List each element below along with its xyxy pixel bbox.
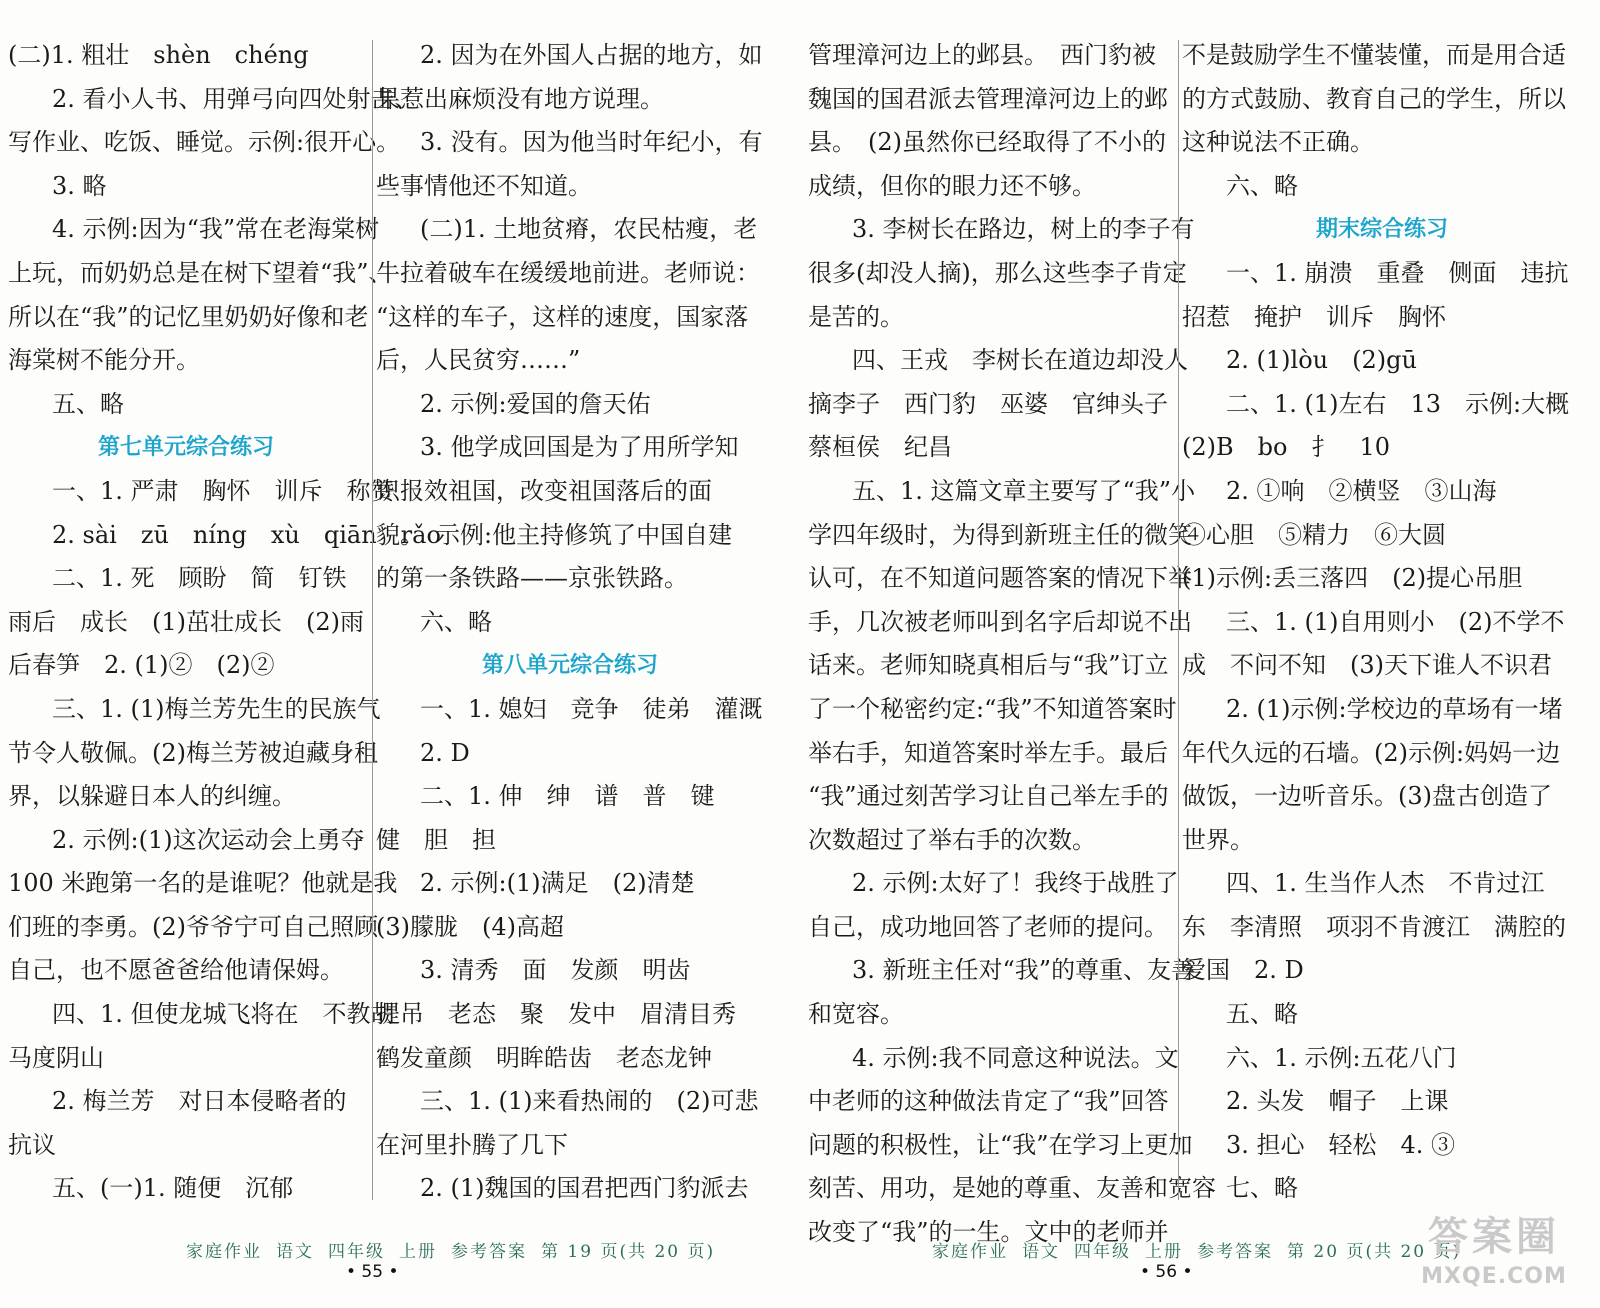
answer-line: 三、1. (1)来看热闹的 (2)可悲 [420,1087,759,1116]
answer-line: 四、1. 生当作人杰 不肯过江 [1226,869,1545,898]
answer-line: 100 米跑第一名的是谁呢？他就是我 [8,869,398,898]
answer-line: 四、1. 但使龙城飞将在 不教胡 [52,1000,395,1029]
answer-line: 3. 没有。因为他当时年纪小，有 [420,128,763,157]
watermark-logo [1396,1210,1592,1302]
answer-line: 二、1. 死 顾盼 简 钉铁 [52,564,347,593]
answer-line: 五、略 [1226,1000,1298,1029]
answer-line: 举右手，知道答案时举左手。最后 [808,738,1168,767]
answer-line: 问题的积极性，让“我”在学习上更加 [808,1130,1193,1159]
answer-line: 鹤发童颜 明眸皓齿 老态龙钟 [376,1043,712,1072]
answer-line: 和宽容。 [808,1000,904,1029]
watermark-url: MXQE.COM [1421,1264,1567,1289]
answer-line: 2. 梅兰芳 对日本侵略者的 [52,1087,347,1116]
answer-line: 2. 示例:爱国的詹天佑 [420,389,651,418]
answer-line: 中老师的这种做法肯定了“我”回答 [808,1087,1169,1116]
answer-line: 3. 李树长在路边，树上的李子有 [852,215,1195,244]
page-number: • 56 • [1140,1262,1193,1282]
answer-line: 3. 略 [52,171,107,200]
answer-line: 六、略 [420,607,492,636]
answer-line: 这种说法不正确。 [1182,128,1374,157]
answer-line: 提吊 老态 聚 发中 眉清目秀 [376,1000,736,1029]
answer-line: 马度阴山 [8,1043,104,1072]
answer-line: “这样的车子，这样的速度，国家落 [376,302,749,331]
answer-line: 五、1. 这篇文章主要写了“我”小 [852,476,1196,505]
answer-line: 东 李清照 项羽不肯渡江 满腔的 [1182,912,1566,941]
text-column [376,34,764,1211]
answer-line: 七、略 [1226,1174,1298,1203]
answer-line: 2. (1)lòu (2)gū [1226,346,1417,375]
answer-line: 改变了“我”的一生。文中的老师并 [808,1218,1169,1247]
footer-item: 上册 [399,1242,437,1262]
footer-item: 四年级 [1074,1242,1131,1262]
answer-line: 世界。 [1182,825,1254,854]
column-divider [372,40,373,1200]
answer-line: 海棠树不能分开。 [8,346,200,375]
page-number: • 55 • [346,1262,399,1282]
answer-line: 年代久远的石墙。(2)示例:妈妈一边 [1182,738,1561,767]
answer-line: 抗议 [8,1130,56,1159]
answer-line: 后春笋 2. (1)② (2)② [8,651,275,680]
page-footer [932,1237,1475,1262]
answer-line: 貌。 示例:他主持修筑了中国自建 [376,520,733,549]
watermark-text: 答案圈 [1428,1214,1560,1260]
answer-line: 做饭，一边听音乐。(3)盘古创造了 [1182,782,1552,811]
answer-line: 2. 因为在外国人占据的地方，如 [420,41,763,69]
answer-line: 2. 示例:(1)这次运动会上勇夺 [52,825,365,854]
answer-line: 2. (1)魏国的国君把西门豹派去 [420,1174,749,1203]
answer-line: 们班的李勇。(2)爷爷宁可自己照顾 [8,912,378,941]
answer-line: 果惹出麻烦没有地方说理。 [376,84,664,113]
answer-line: 话来。老师知晓真相后与“我”订立 [808,651,1169,680]
answer-line: 2. (1)示例:学校边的草场有一堵 [1226,694,1563,723]
answer-line: 县。 (2)虽然你已经取得了不小的 [808,128,1166,157]
answer-line: 节令人敬佩。(2)梅兰芳被迫藏身租 [8,738,378,767]
answer-line: 四、王戎 李树长在道边却没人 [852,346,1188,375]
answer-line: 所以在“我”的记忆里奶奶好像和老 [8,302,369,331]
answer-line: (3)朦胧 (4)高超 [376,912,564,941]
footer-item: 上册 [1145,1242,1183,1262]
answer-line: 五、略 [52,389,124,418]
answer-line: 雨后 成长 (1)茁壮成长 (2)雨 [8,607,364,636]
answer-line: 六、略 [1226,171,1298,200]
answer-line: 蔡桓侯 纪昌 [808,433,952,462]
answer-line: (2)B bo 扌 10 [1182,433,1390,462]
answer-line: 成 不问不知 (3)天下谁人不识君 [1182,651,1552,680]
answer-line: 2. 看小人书、用弹弓向四处射击、 [52,84,419,113]
answer-line: 3. 担心 轻松 4. ③ [1226,1130,1456,1159]
answer-line: 爱国 2. D [1182,956,1304,985]
answer-line: 3. 他学成回国是为了用所学知 [420,433,739,462]
answer-line: 识报效祖国，改变祖国落后的面 [376,476,712,505]
answer-line: 2. 示例:(1)满足 (2)清楚 [420,869,695,898]
answer-line: 的第一条铁路——京张铁路。 [376,564,688,593]
footer-item: 语文 [276,1242,314,1262]
answer-line: 2. 头发 帽子 上课 [1226,1087,1449,1116]
answer-line: 界，以躲避日本人的纠缠。 [8,782,296,811]
answer-line: 在河里扑腾了几下 [376,1130,568,1159]
column-divider [1178,40,1179,1200]
answer-page-left [0,0,790,1308]
answer-line: 二、1. (1)左右 13 示例:大概 [1226,389,1570,418]
answer-line: 次数超过了举右手的次数。 [808,825,1096,854]
answer-line: 六、1. 示例:五花八门 [1226,1043,1457,1072]
footer-item: 家庭作业 [186,1242,262,1262]
answer-line: 不是鼓励学生不懂装懂，而是用合适 [1182,41,1566,69]
section-heading: 第七单元综合练习 [97,435,274,461]
answer-line: 后，人民贫穷……” [376,346,581,375]
footer-item: 第 19 页(共 20 页) [541,1242,716,1262]
answer-line: 学四年级时，为得到新班主任的微笑 [808,520,1192,549]
footer-item: 四年级 [328,1242,385,1262]
answer-line: 2. D [420,738,470,767]
answer-line: 4. 示例:因为“我”常在老海棠树 [52,215,380,244]
answer-line: 些事情他还不知道。 [376,171,592,200]
answer-line: 魏国的国君派去管理漳河边上的邺 [808,84,1168,113]
answer-line: 2. sài zū níng xù qiān rǎo [52,520,441,549]
footer-item: 家庭作业 [932,1242,1008,1262]
answer-line: 管理漳河边上的邺县。 西门豹被 [808,41,1156,69]
answer-line: 了一个秘密约定:“我”不知道答案时 [808,694,1177,723]
page-footer [186,1237,729,1262]
answer-line: 2. 示例:太好了！我终于战胜了 [852,869,1179,898]
answer-line: 五、(一)1. 随便 沉郁 [52,1174,294,1203]
answer-line: 认可，在不知道问题答案的情况下举 [808,564,1192,593]
answer-line: 牛拉着破车在缓缓地前进。老师说： [376,258,760,287]
section-heading: 期末综合练习 [1315,217,1448,243]
footer-item: 第 20 页(共 20 页) [1287,1242,1462,1262]
answer-line: (二)1. 粗壮 shèn chéng [8,41,309,69]
answer-line: (二)1. 土地贫瘠，农民枯瘦，老 [420,215,758,244]
footer-item: 参考答案 [451,1242,527,1262]
answer-line: 刻苦、用功，是她的尊重、友善和宽容 [808,1174,1216,1203]
answer-line: 一、1. 严肃 胸怀 训斥 称赞 [52,476,395,505]
answer-line: 写作业、吃饭、睡觉。示例:很开心。 [8,128,401,157]
answer-line: 很多(却没人摘)，那么这些李子肯定 [808,258,1187,287]
answer-line: 的方式鼓励、教育自己的学生，所以 [1182,84,1566,113]
answer-page-right [810,0,1600,1308]
answer-line: 一、1. 媳妇 竞争 徒弟 灌溉 [420,694,763,723]
answer-line: 自己，成功地回答了老师的提问。 [808,912,1168,941]
answer-line: 4. 示例:我不同意这种说法。文 [852,1043,1179,1072]
answer-line: 二、1. 伸 绅 谱 普 键 [420,782,715,811]
answer-line: 招惹 掩护 训斥 胸怀 [1182,302,1446,331]
answer-line: 是苦的。 [808,302,904,331]
answer-line: 上玩，而奶奶总是在树下望着“我”、 [8,258,393,287]
answer-line: 3. 新班主任对“我”的尊重、友善 [852,956,1196,985]
footer-item: 语文 [1022,1242,1060,1262]
section-heading: 第八单元综合练习 [481,653,658,679]
answer-line: 2. ①响 ②横竖 ③山海 [1226,476,1497,505]
answer-line: 自己，也不愿爸爸给他请保姆。 [8,956,344,985]
answer-line: (1)示例:丢三落四 (2)提心吊胆 [1182,564,1523,593]
answer-line: 三、1. (1)梅兰芳先生的民族气 [52,694,381,723]
answer-line: ④心胆 ⑤精力 ⑥大圆 [1182,520,1446,549]
answer-line: 手，几次被老师叫到名字后却说不出 [808,607,1192,636]
answer-line: 成绩，但你的眼力还不够。 [808,171,1096,200]
answer-line: 三、1. (1)自用则小 (2)不学不 [1226,607,1565,636]
answer-line: 3. 清秀 面 发颜 明齿 [420,956,691,985]
answer-line: 摘李子 西门豹 巫婆 官绅头子 [808,389,1168,418]
answer-line: “我”通过刻苦学习让自己举左手的 [808,782,1169,811]
answer-line: 健 胆 担 [376,825,496,854]
answer-line: 一、1. 崩溃 重叠 侧面 违抗 [1226,258,1569,287]
text-column [1182,34,1582,1211]
footer-item: 参考答案 [1197,1242,1273,1262]
